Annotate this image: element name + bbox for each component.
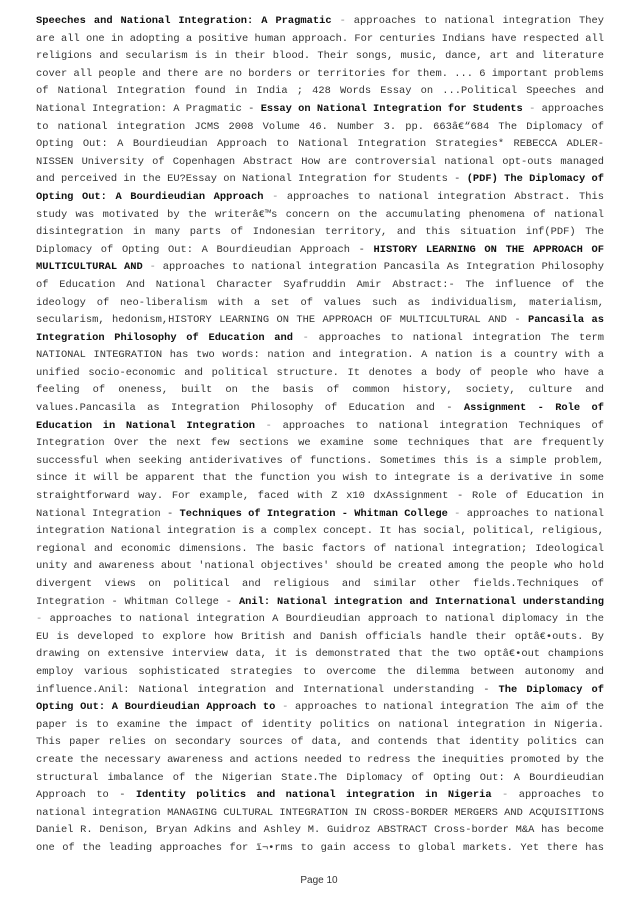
heading-techniques: Techniques of Integration - Whitman College <box>179 507 448 520</box>
body-text <box>36 13 604 853</box>
separator: - <box>36 613 43 626</box>
page-number: Page 10 <box>300 875 338 886</box>
heading-pancasila: Pancasila as Integration Philosophy of Education and <box>36 314 604 344</box>
separator: - <box>529 102 536 115</box>
heading-history-learning: HISTORY LEARNING ON THE APPROACH OF MULTICULTURAL AND <box>36 243 604 274</box>
heading-speeches: Speeches and National Integration: A Pragmatic <box>36 15 332 27</box>
body-paragraph: approaches to national integration The term NATIONAL INTEGRATION has two words: nation and integration. A nation is a country with a unified socio-economic and political structure. It denotes a body of people who have a feeling of oneness, built on the basis of common history, society, culture and values.Pancasila as Integration Philosophy of Education and - <box>36 331 604 415</box>
body-paragraph: approaches to national integration National integration is a complex concept. It has social, political, religious, regional and economic dimensions. The basic factors of national integration; Ideological unity and awareness about 'national objectives' should be created among the people who hold divergent views on political and religious and similar other fields.Techniques of Integration - Whitman College - <box>36 507 604 608</box>
heading-essay: Essay on National Integration for Students <box>260 102 523 115</box>
separator: - <box>272 190 279 203</box>
body-paragraph: approaches to national integration Techniques of Integration Over the next few sections we examine some techniques that are frequently successful when seeking antiderivatives of functions. Sometimes this is a simple problem, since it will be apparent that the function you wish to integrate is a derivative in some straightforward way. For example, faced with Z x10 dxAssignment - Role of Education in National Integration - <box>36 419 604 520</box>
separator: - <box>302 331 309 344</box>
body-paragraph: approaches to national integration MANAGING CULTURAL INTEGRATION IN CROSS-BORDER MERGERS AND ACQUISITIONS Daniel R. Denison, Bryan Adkins and Ashley M. Guidroz ABSTRACT Cross-border M&A has become one of the leading approaches for ï¬•rms to gain access to global markets. Yet there has <box>36 789 604 853</box>
body-paragraph: approaches to national integration Abstract. This study was motivated by the writerâ€™s concern on the accumulating phenomena of national disintegration in many parts of Indonesian territory, and this situation inf(PDF) The Diplomacy of Opting Out: A Bourdieudian Approach - <box>36 190 604 256</box>
separator: - <box>339 15 346 27</box>
body-paragraph: approaches to national integration They are all one in adopting a positive human approach. For centuries Indians have respected all religions and secularism is in their blood. Their songs, music, dance, art and literature cover all people and there are no borders or territories for them. ... 6 important problems of National Integration found in India ; 428 Words Essay on ...Political Speeches and National Integration: A Pragmatic - <box>36 15 604 115</box>
body-paragraph: approaches to national integration Pancasila As Integration Philosophy of Education And National Character Syafruddin Amir Abstract:- The influence of the ideology of neo-liberalism with a set of values such as individualism, materialism, secularism, hedonism,HISTORY LEARNING ON THE APPROACH OF MULTICULTURAL AND - <box>36 261 604 327</box>
body-paragraph: approaches to national integration JCMS 2008 Volume 46. Number 3. pp. 663â€“684 The Diplomacy of Opting Out: A Bourdieudian Approach to National Integration Strategies* REBECCA ADLER-NISSEN University of Copenhagen Abstract How are controversial national opt-outs managed and perceived in the EU?Essay on National Integration for Students - <box>36 102 604 186</box>
heading-diplomacy: The Diplomacy of Opting Out: A Bourdieudian Approach to <box>36 683 604 714</box>
heading-anil: Anil: National integration and International understanding <box>238 595 604 608</box>
heading-assignment: Assignment - Role of Education in National Integration <box>36 402 604 432</box>
body-paragraph: approaches to national integration A Bourdieudian approach to national diplomacy in the EU is developed to explore how British and Danish officials handle their optâ€•outs. By drawing on extensive interview data, it is demonstrated that the two optâ€•out champions employ various sophisticated strategies to overcome the dilemma between autonomy and influence.Anil: National integration and International understanding - <box>36 613 604 696</box>
separator: - <box>265 419 272 432</box>
heading-identity-politics: Identity politics and national integration in Nigeria <box>135 789 492 802</box>
body-paragraph: approaches to national integration The aim of the paper is to examine the impact of identity politics on national integration in Nigeria. This paper relies on secondary sources of data, and contends that identity politics can create the necessary awareness and actions needed to redress the inequities promoted by the structural imbalance of the Nigerian State.The Diplomacy of Opting Out: A Bourdieudian Approach to - <box>36 701 604 802</box>
separator: - <box>454 507 461 520</box>
heading-pdf-diplomacy: (PDF) The Diplomacy of Opting Out: A Bourdieudian Approach <box>36 173 604 203</box>
separator: - <box>502 789 509 802</box>
separator: - <box>149 261 156 274</box>
separator: - <box>282 701 289 714</box>
